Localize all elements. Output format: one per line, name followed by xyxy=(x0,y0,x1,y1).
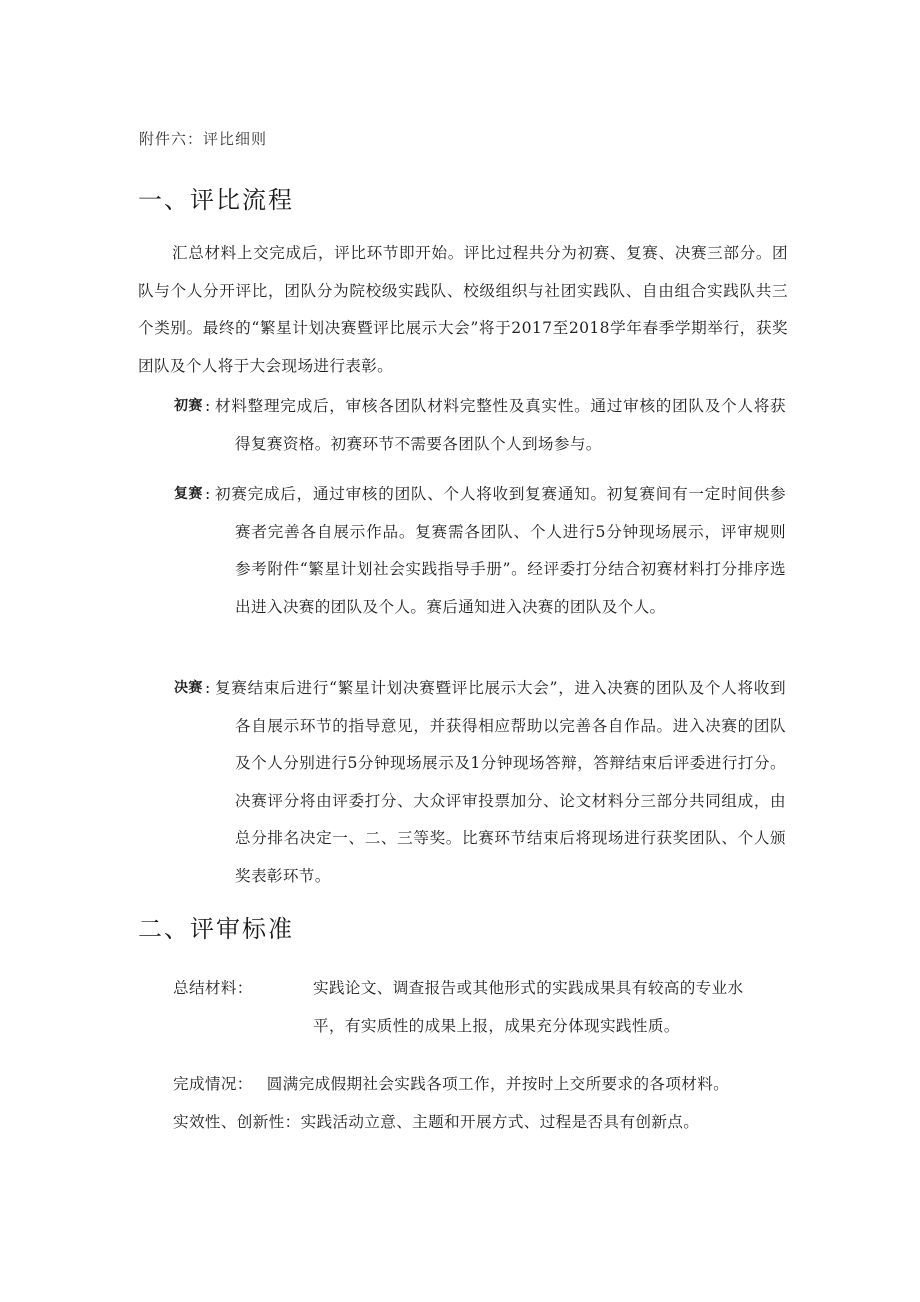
criterion-label: 完成情况： xyxy=(173,1075,253,1093)
stage-colon: : xyxy=(205,485,211,503)
stage-label: 复赛 xyxy=(174,486,203,502)
criterion-completion xyxy=(173,1066,729,1104)
stage-text: 初赛完成后，通过审核的团队、个人将收到复赛通知。初复赛间有一定时间供参赛者完善各自展示作品。复赛需各团队、个人进行5分钟现场展示，评审规则参考附件“繁星计划社会实践指导手册”。经评委打分结合初赛材料打分排序选出进入决赛的团队及个人。赛后通知进入决赛的团队及个人。 xyxy=(215,485,786,616)
stage-semifinal xyxy=(174,476,786,626)
criterion-label: 实效性、创新性： xyxy=(173,1113,301,1131)
criterion-label: 总结材料： xyxy=(173,979,253,997)
stage-label: 初赛 xyxy=(174,398,203,414)
section-heading-criteria: 二、评审标准 xyxy=(138,915,294,943)
criterion-text: 实践论文、调查报告或其他形式的实践成果具有较高的专业水平，有实质性的成果上报，成果充分体现实践性质。 xyxy=(313,979,744,1035)
stage-colon: : xyxy=(205,397,211,415)
stage-label: 决赛 xyxy=(174,680,203,696)
criterion-text: 实践活动立意、主题和开展方式、过程是否具有创新点。 xyxy=(300,1113,700,1131)
criterion-text: 圆满完成假期社会实践各项工作，并按时上交所要求的各项材料。 xyxy=(266,1075,730,1093)
stage-text: 材料整理完成后，审核各团队材料完整性及真实性。通过审核的团队及个人将获得复赛资格。初赛环节不需要各团队个人到场参与。 xyxy=(215,397,786,453)
stage-preliminary xyxy=(174,388,786,463)
stage-final xyxy=(174,670,786,895)
attachment-label: 附件六：评比细则 xyxy=(139,130,268,148)
process-paragraph: 汇总材料上交完成后，评比环节即开始。评比过程共分为初赛、复赛、决赛三部分。团队与个人分开评比，团队分为院校级实践队、校级组织与社团实践队、自由组合实践队共三个类别。最终的“繁星计划决赛暨评比展示大会”将于2017至2018学年春季学期举行，获奖团队及个人将于大会现场进行表彰。 xyxy=(138,244,788,375)
criterion-innovation xyxy=(173,1104,699,1142)
section-heading-process: 一、评比流程 xyxy=(138,186,294,214)
stage-colon: : xyxy=(205,679,211,697)
stage-text: 复赛结束后进行“繁星计划决赛暨评比展示大会”，进入决赛的团队及个人将收到各自展示环节的指导意见，并获得相应帮助以完善各自作品。进入决赛的团队及个人分别进行5分钟现场展示及1分钟现场答辩，答辩结束后评委进行打分。决赛评分将由评委打分、大众评审投票加分、论文材料分三部分共同组成，由总分排名决定一、二、三等奖。比赛环节结束后将现场进行获奖团队、个人颁奖表彰环节。 xyxy=(215,679,786,885)
